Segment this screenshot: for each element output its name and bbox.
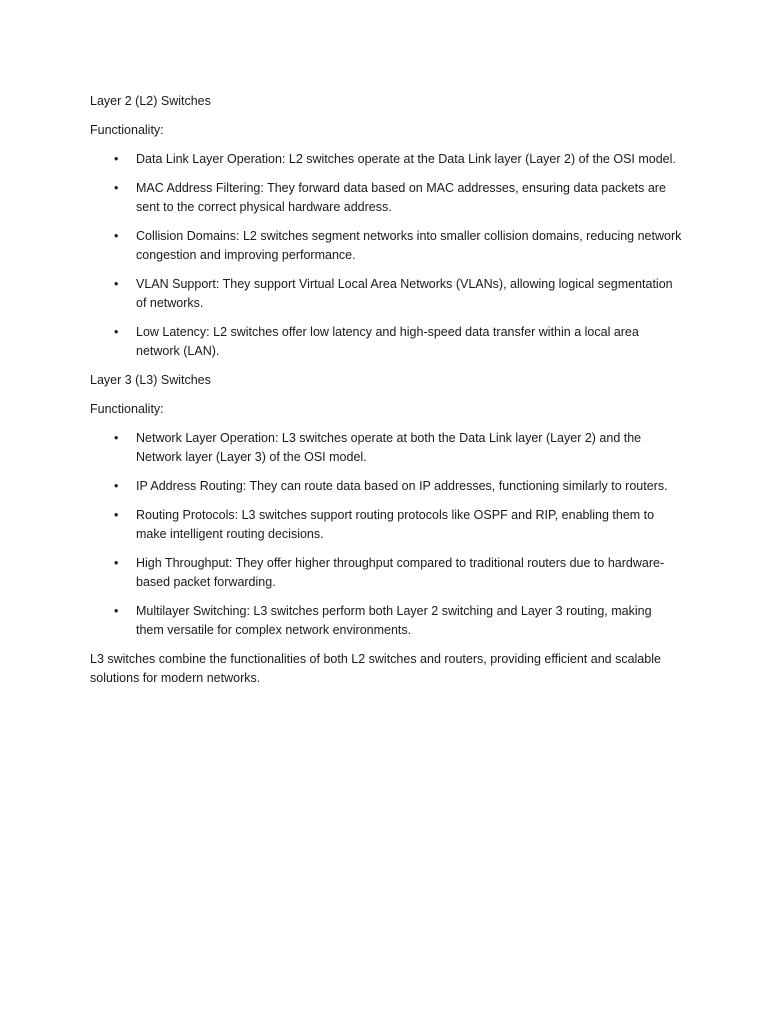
list-item-text: High Throughput: They offer higher throughput compared to traditional routers due to hardware-based packet forwarding. (136, 556, 665, 589)
bullet-icon: • (114, 277, 119, 291)
section-heading-l2: Layer 2 (L2) Switches (90, 94, 211, 108)
bullet-icon: • (114, 152, 119, 166)
list-item-text: MAC Address Filtering: They forward data based on MAC addresses, ensuring data packets are sent to the correct physical hardware address. (136, 181, 666, 214)
list-item (90, 477, 682, 496)
document-body (90, 92, 682, 688)
list-item-text: Network Layer Operation: L3 switches operate at both the Data Link layer (Layer 2) and the Network layer (Layer 3) of the OSI model. (136, 431, 642, 464)
bullet-icon: • (114, 508, 119, 522)
bullet-icon: • (114, 181, 119, 195)
list-item (90, 429, 682, 467)
bullet-list-l3 (90, 429, 682, 640)
list-item (90, 506, 682, 544)
list-item (90, 323, 682, 361)
bullet-icon: • (114, 604, 119, 618)
summary-paragraph: L3 switches combine the functionalities of both L2 switches and routers, providing efficient and scalable solutions for modern networks. (90, 652, 661, 685)
list-item (90, 227, 682, 265)
list-item (90, 602, 682, 640)
bullet-icon: • (114, 325, 119, 339)
functionality-label-l3: Functionality: (90, 402, 164, 416)
list-item (90, 275, 682, 313)
list-item-text: Routing Protocols: L3 switches support routing protocols like OSPF and RIP, enabling them to make intelligent routing decisions. (136, 508, 655, 541)
list-item (90, 554, 682, 592)
section-heading-l3: Layer 3 (L3) Switches (90, 373, 211, 387)
list-item-text: IP Address Routing: They can route data based on IP addresses, functioning similarly to routers. (136, 479, 668, 493)
bullet-icon: • (114, 229, 119, 243)
bullet-icon: • (114, 556, 119, 570)
list-item-text: Multilayer Switching: L3 switches perform both Layer 2 switching and Layer 3 routing, making them versatile for complex network environments. (136, 604, 652, 637)
list-item-text: Low Latency: L2 switches offer low latency and high-speed data transfer within a local area network (LAN). (136, 325, 639, 358)
list-item (90, 179, 682, 217)
bullet-icon: • (114, 479, 119, 493)
list-item-text: Collision Domains: L2 switches segment networks into smaller collision domains, reducing network congestion and improving performance. (136, 229, 682, 262)
list-item-text: VLAN Support: They support Virtual Local Area Networks (VLANs), allowing logical segmentation of networks. (136, 277, 673, 310)
bullet-list-l2 (90, 150, 682, 361)
list-item-text: Data Link Layer Operation: L2 switches operate at the Data Link layer (Layer 2) of the OSI model. (136, 152, 676, 166)
list-item (90, 150, 682, 169)
functionality-label-l2: Functionality: (90, 123, 164, 137)
bullet-icon: • (114, 431, 119, 445)
